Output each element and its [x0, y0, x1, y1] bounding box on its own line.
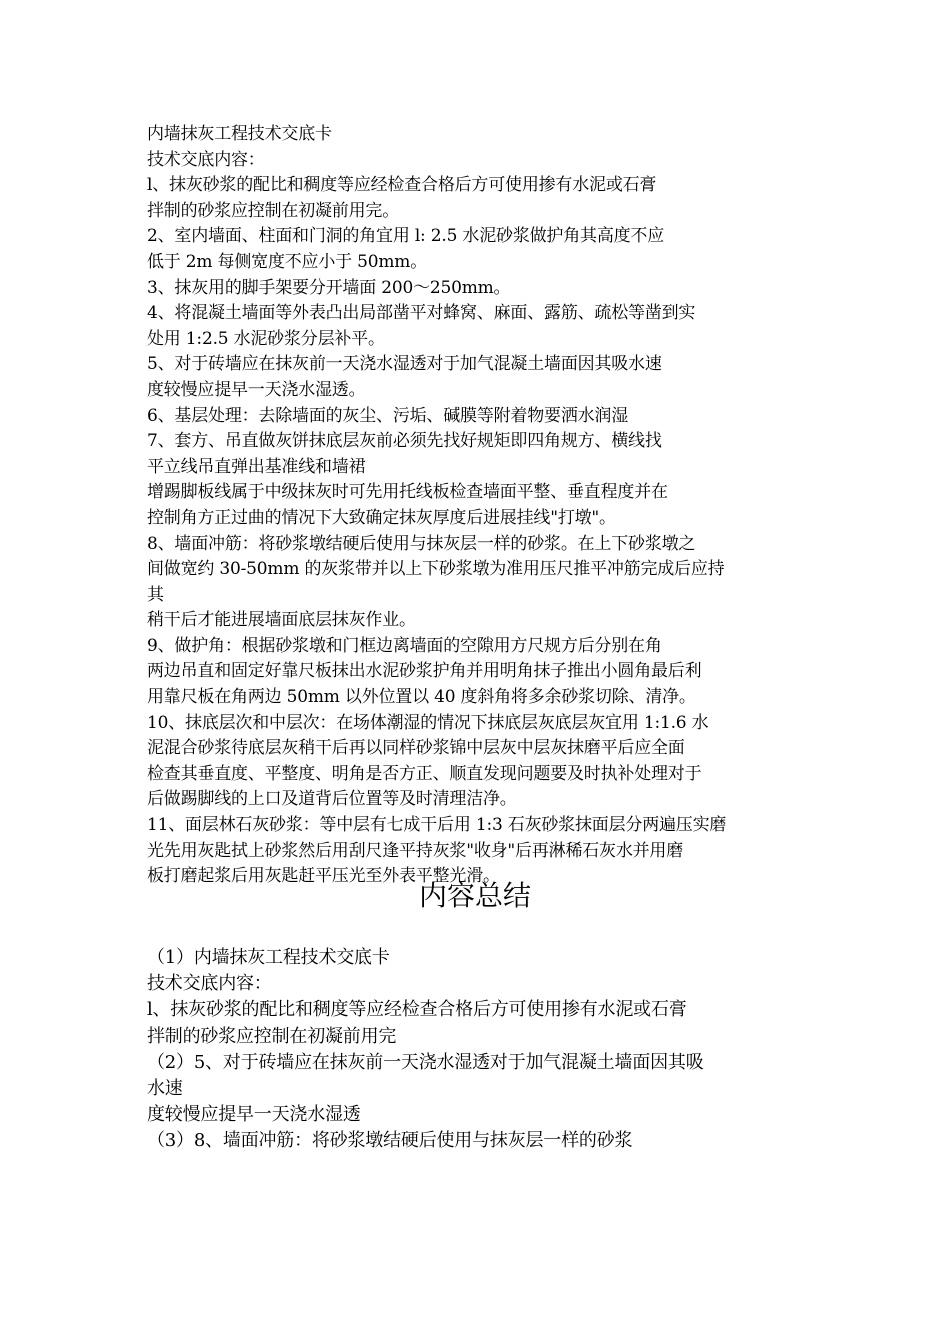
- text-line: 3、抹灰用的脚手架要分开墙面 200～250mm。: [147, 277, 511, 298]
- text-line: 10、抹底层次和中层次：在场体潮湿的情况下抹底层灰底层灰宜用 1:1.6 水: [147, 712, 709, 733]
- text-line: 5、对于砖墙应在抹灰前一天浇水湿透对于加气混凝土墙面因其吸水速: [147, 354, 662, 375]
- text-line: 9、做护角：根据砂浆墩和门框边离墙面的空隙用方尺规方后分别在角: [147, 635, 662, 656]
- document-title: 内墙抹灰工程技术交底卡: [147, 124, 332, 144]
- summary-line: l、抹灰砂浆的配比和稠度等应经检查合格后方可使用掺有水泥或石膏: [147, 999, 687, 1021]
- text-line: 6、基层处理：去除墙面的灰尘、污垢、碱膜等附着物要洒水润湿: [147, 405, 629, 426]
- text-line: 用靠尺板在角两边 50mm 以外位置以 40 度斜角将多余砂浆切除、清净。: [147, 687, 696, 708]
- text-line: 处用 1:2.5 水泥砂浆分层补平。: [147, 328, 385, 349]
- text-line: 度较慢应提早一天浇水湿透。: [147, 379, 366, 400]
- summary-line: （3）8、墙面冲筋：将砂浆墩结硬后使用与抹灰层一样的砂浆: [147, 1130, 633, 1152]
- text-line: l、抹灰砂浆的配比和稠度等应经检查合格后方可使用掺有水泥或石膏: [147, 175, 657, 196]
- text-line: 其: [147, 584, 164, 605]
- text-line: 后做踢脚线的上口及道背后位置等及时清理洁净。: [147, 789, 517, 810]
- text-line: 板打磨起浆后用灰匙赶平压光至外表平整光滑。: [147, 866, 500, 887]
- text-line: 11、面层林石灰砂浆：等中层有七成干后用 1:3 石灰砂浆抹面层分两遍压实磨: [147, 815, 727, 836]
- summary-line: 技术交底内容：: [147, 973, 272, 995]
- document-body: [147, 122, 807, 890]
- text-line: 泥混合砂浆待底层灰稍干后再以同样砂浆锦中层灰中层灰抹磨平后应全面: [147, 738, 685, 759]
- text-line: 光先用灰匙拭上砂浆然后用刮尺逢平持灰浆"收身"后再淋稀石灰水并用磨: [147, 840, 684, 861]
- text-line: 低于 2m 每侧宽度不应小于 50mm。: [147, 251, 428, 272]
- text-line: 平立线吊直弹出基准线和墙裙: [147, 456, 366, 477]
- section-label: 技术交底内容：: [147, 149, 265, 170]
- summary-line: （2）5、对于砖墙应在抹灰前一天浇水湿透对于加气混凝土墙面因其吸: [147, 1051, 704, 1073]
- text-line: 检查其垂直度、平整度、明角是否方正、顺直发现问题要及时执补处理对于: [147, 763, 702, 784]
- summary-line: 拌制的砂浆应控制在初凝前用完: [147, 1025, 397, 1047]
- text-line: 稍干后才能进展墙面底层抹灰作业。: [147, 610, 416, 631]
- text-line: 2、室内墙面、柱面和门洞的角宜用 l: 2.5 水泥砂浆做护角其高度不应: [147, 226, 665, 247]
- summary-line: （1）内墙抹灰工程技术交底卡: [147, 947, 390, 968]
- text-line: 7、套方、吊直做灰饼抹底层灰前必须先找好规矩即四角规方、横线找: [147, 431, 662, 452]
- text-line: 间做宽约 30-50mm 的灰浆带并以上下砂浆墩为准用压尺推平冲筋完成后应持: [147, 559, 725, 580]
- text-line: 拌制的砂浆应控制在初凝前用完。: [147, 200, 399, 221]
- text-line: 增踢脚板线属于中级抹灰时可先用托线板检查墙面平整、垂直程度并在: [147, 482, 668, 503]
- summary-body: [147, 945, 807, 1155]
- text-line: 4、将混凝土墙面等外表凸出局部凿平对蜂窝、麻面、露筋、疏松等凿到实: [147, 303, 696, 324]
- summary-line: 水速: [147, 1077, 183, 1099]
- summary-heading: 内容总结: [418, 879, 531, 912]
- summary-line: 度较慢应提早一天浇水湿透: [147, 1104, 361, 1126]
- text-line: 控制角方正过曲的情况下大致确定抹灰厚度后进展挂线"打墩"。: [147, 507, 616, 528]
- text-line: 两边吊直和固定好靠尺板抹出水泥砂浆护角并用明角抹子推出小圆角最后利: [147, 661, 702, 682]
- text-line: 8、墙面冲筋：将砂浆墩结硬后使用与抹灰层一样的砂浆。在上下砂浆墩之: [147, 533, 696, 554]
